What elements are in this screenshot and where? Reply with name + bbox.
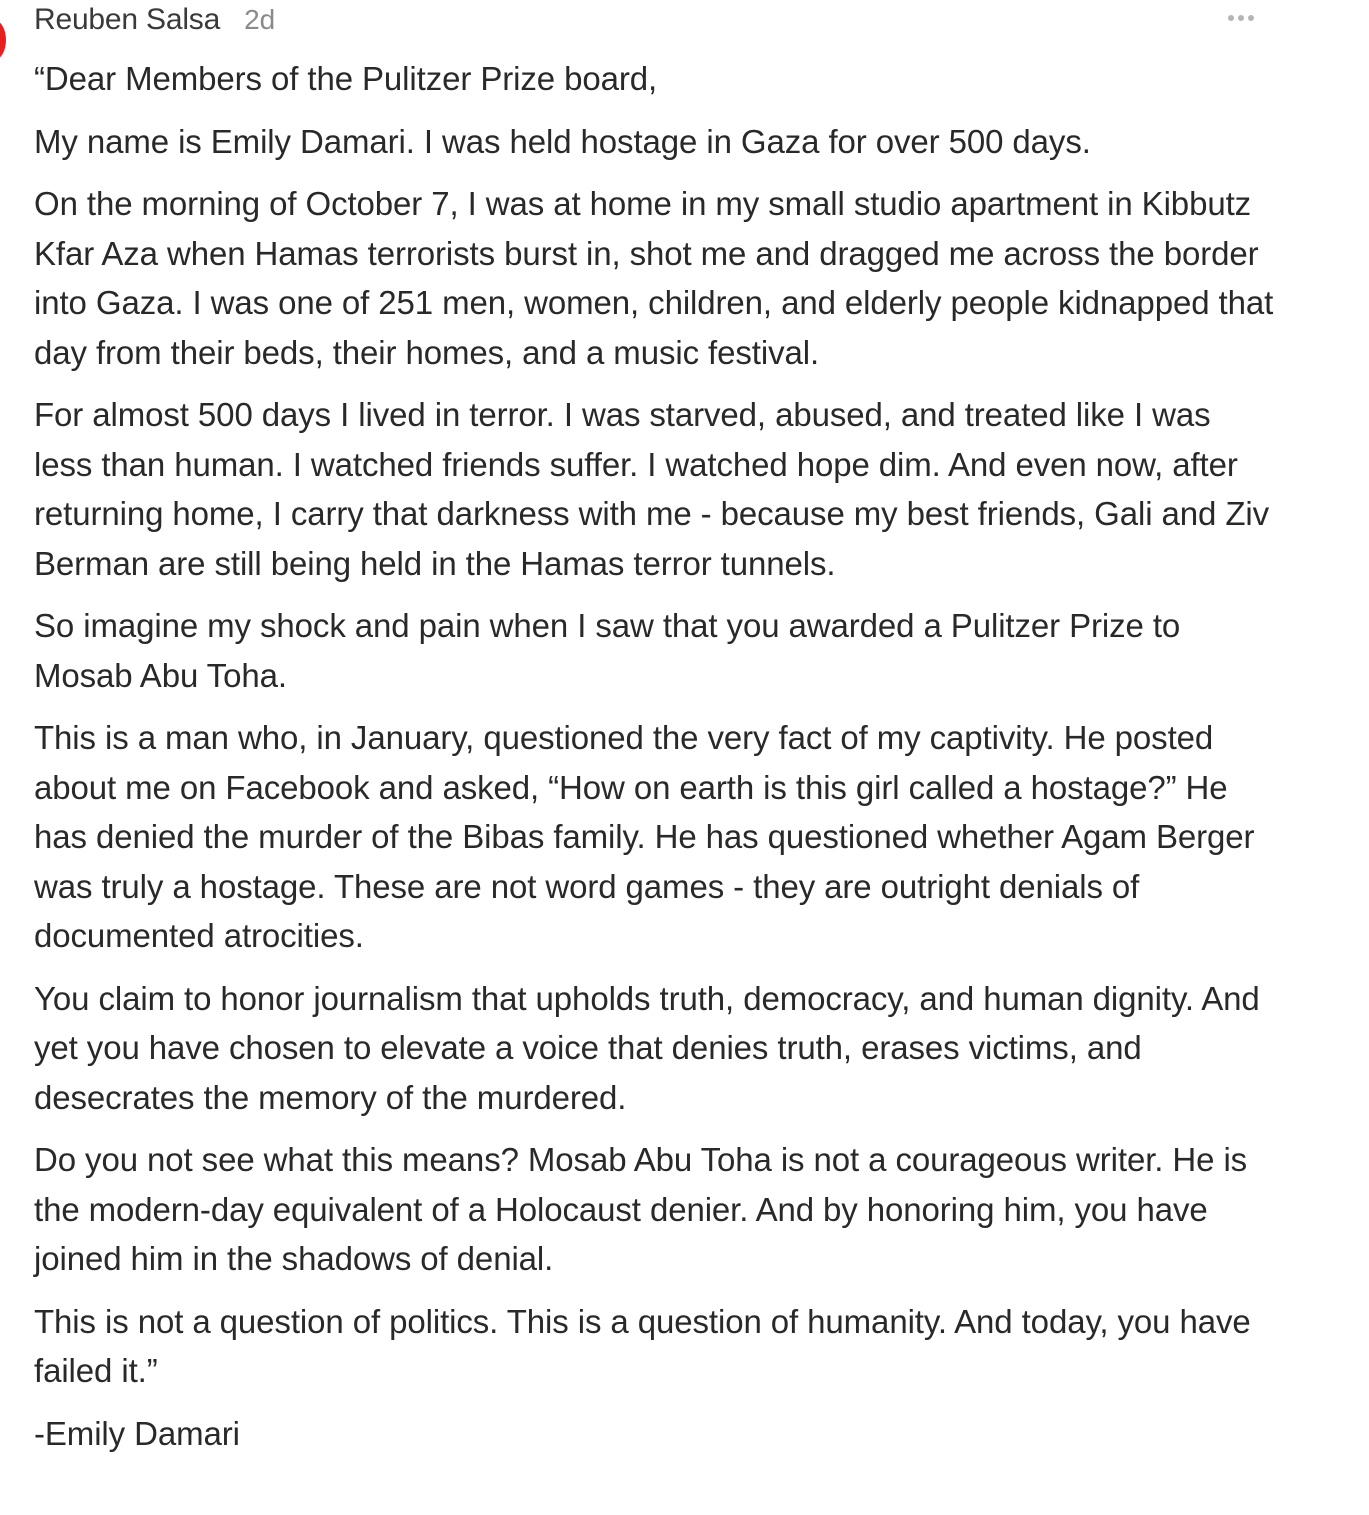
comment-paragraph: On the morning of October 7, I was at home in my small studio apartment in Kibbutz Kfar Aza when Hamas terrorists burst in, shot me and dragged me across the border into Gaza. I was one of 251 men, women, children, and elderly people kidnapped that day from their beds, their homes, and a music festival. <box>34 185 1274 371</box>
comment-header <box>34 0 1274 40</box>
author-name[interactable]: Reuben Salsa <box>34 3 221 36</box>
comment-paragraph: “Dear Members of the Pulitzer Prize board, <box>34 60 658 97</box>
comment-body <box>34 54 1274 1458</box>
comment-paragraph: This is a man who, in January, questioned the very fact of my captivity. He posted about me on Facebook and asked, “How on earth is this girl called a hostage?” He has denied the murder of the Bibas family. He has questioned whether Agam Berger was truly a hostage. These are not word games - they are outright denials of documented atrocities. <box>34 719 1255 954</box>
timestamp[interactable]: 2d <box>244 4 276 35</box>
avatar[interactable] <box>0 20 6 60</box>
comment-paragraph: This is not a question of politics. This is a question of humanity. And today, you have failed it.” <box>34 1302 1251 1389</box>
comment-paragraph: You claim to honor journalism that upholds truth, democracy, and human dignity. And yet you have chosen to elevate a voice that denies truth, erases victims, and desecrates the memory of the murdered. <box>34 979 1260 1116</box>
comment-paragraph: My name is Emily Damari. I was held hostage in Gaza for over 500 days. <box>34 122 1091 160</box>
comment-paragraph: So imagine my shock and pain when I saw that you awarded a Pulitzer Prize to Mosab Abu Toha. <box>34 607 1181 694</box>
more-options-button[interactable] <box>1226 6 1266 30</box>
comment <box>34 0 1274 1471</box>
more-horizontal-icon <box>1226 15 1256 21</box>
comment-paragraph: Do you not see what this means? Mosab Abu Toha is not a courageous writer. He is the modern-day equivalent of a Holocaust denier. And by honoring him, you have joined him in the shadows of denial. <box>34 1141 1248 1277</box>
comment-signature: -Emily Damari <box>34 1414 240 1452</box>
comment-paragraph: For almost 500 days I lived in terror. I was starved, abused, and treated like I was less than human. I watched friends suffer. I watched hope dim. And even now, after returning home, I carry that darkness with me - because my best friends, Gali and Ziv Berman are still being held in the Hamas terror tunnels. <box>34 396 1270 582</box>
